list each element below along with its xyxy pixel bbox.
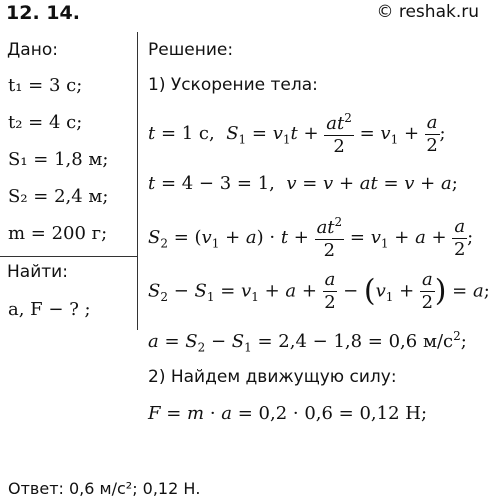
equation-6: F = m · a = 0,2 · 0,6 = 0,12 Н; — [148, 403, 428, 424]
given-line-s2: S₂ = 2,4 м; — [8, 186, 109, 207]
given-line-s1: S₁ = 1,8 м; — [8, 149, 109, 170]
equation-1: t = 1 с, $S_1 = v_1t$ + $\frac{at^2}{2}$ = $v_1$ + $\frac{a}{2}$ ; — [148, 111, 446, 157]
given-line-m: m = 200 г; — [8, 223, 108, 244]
find-title: Найти: — [7, 262, 68, 282]
find-text: a, F − ? ; — [8, 299, 91, 320]
given-line-t2: t₂ = 4 с; — [8, 112, 83, 133]
given-title: Дано: — [7, 40, 58, 60]
equation-4: $S_2 - S_1 = v_1 + a$ + $\frac{a}{2}$ − ($v_1$ + $\frac{a}{2}$ ) = a; — [148, 269, 490, 313]
solution-title: Решение: — [148, 40, 234, 60]
given-line-t1: t₁ = 3 с; — [8, 75, 83, 96]
given-find-divider — [0, 256, 137, 257]
answer-line: Ответ: 0,6 м/с²; 0,12 Н. — [8, 479, 201, 498]
equation-3: $S_2 = (v_1 + a) \cdot t$ + $\frac{at^2}{2}$ = $v_1 + a$ + $\frac{a}{2}$ ; — [148, 215, 474, 261]
column-divider — [137, 32, 138, 330]
source-watermark: © reshak.ru — [376, 2, 479, 22]
problem-number: 12. 14. — [6, 2, 80, 24]
solution-step1: 1) Ускорение тела: — [148, 75, 318, 95]
equation-2: t = 4 − 3 = 1, v = v + at = v + a; — [148, 173, 458, 194]
equation-5: $a = S_2 - S_1 = 2,4 - 1,8 = 0,6$ $м/с^2$; — [148, 329, 467, 355]
solution-step2: 2) Найдем движущую силу: — [148, 367, 397, 387]
